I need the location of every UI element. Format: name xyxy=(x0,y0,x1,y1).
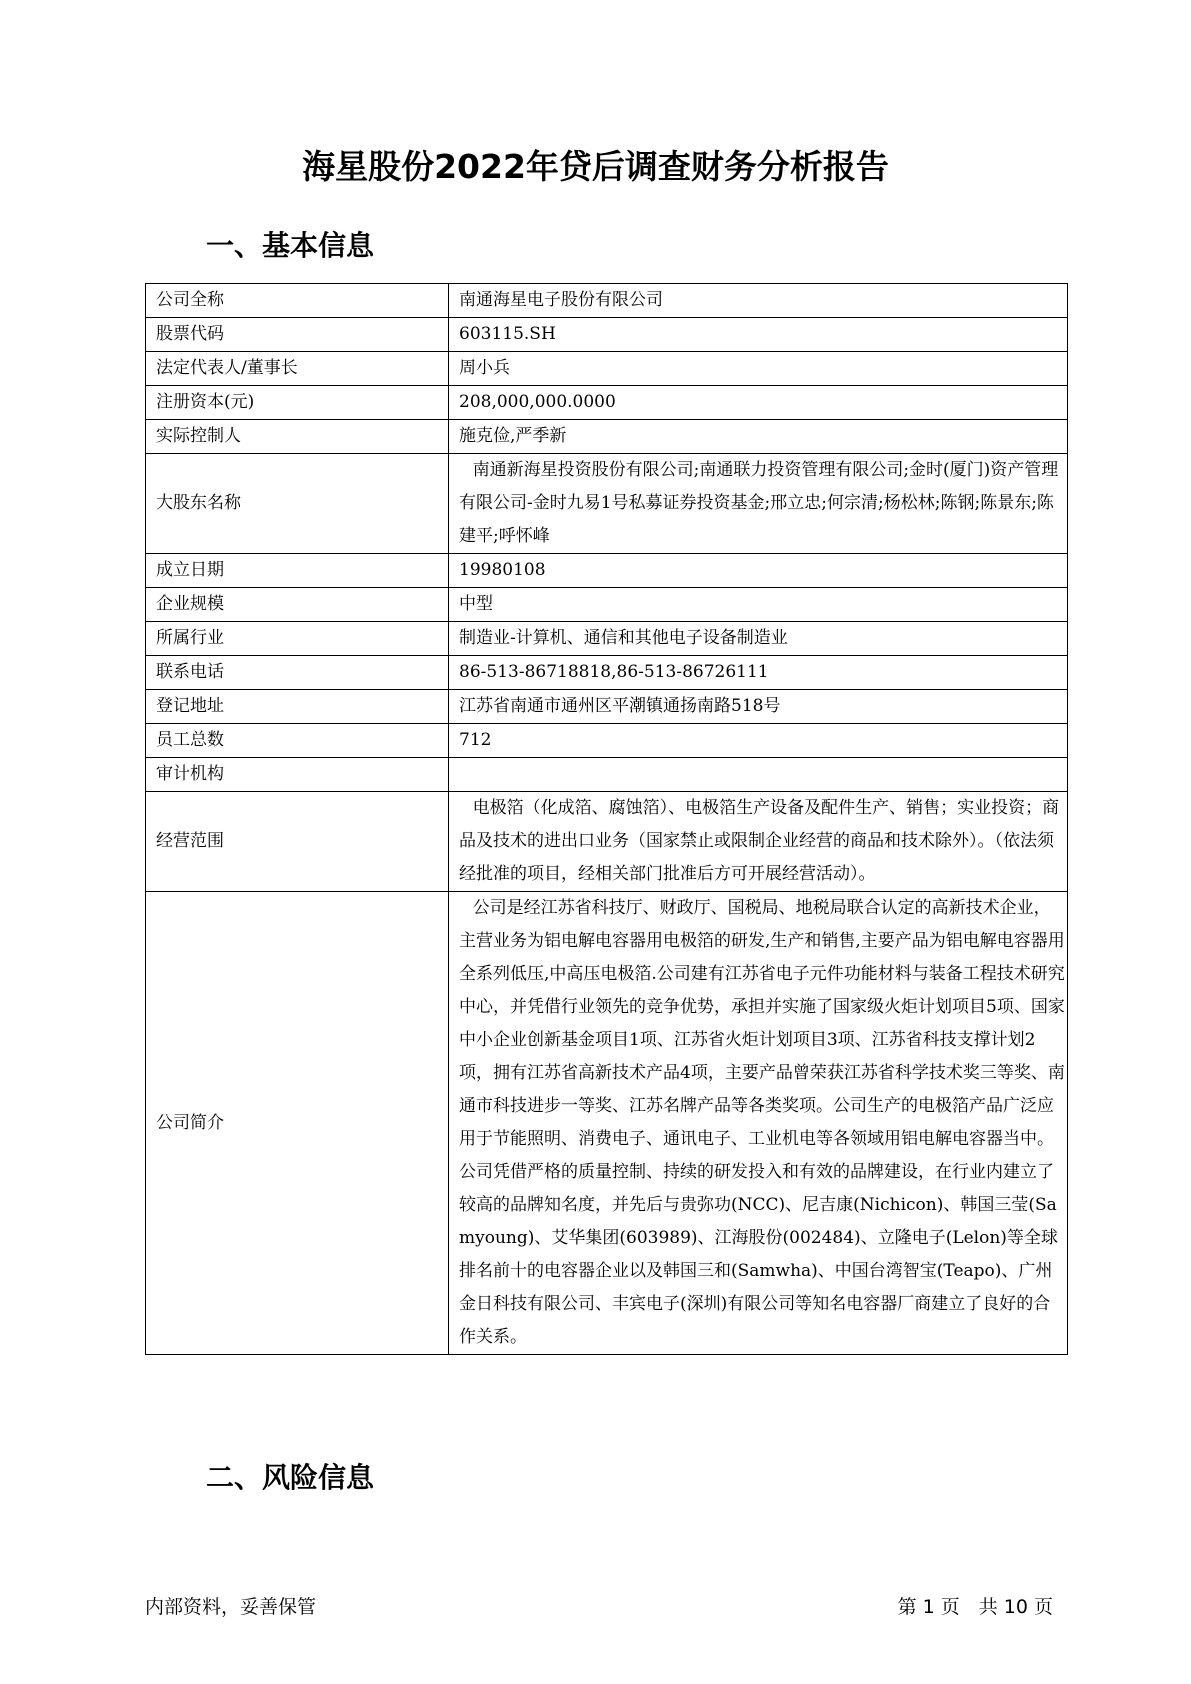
row-value xyxy=(449,758,1068,792)
row-label: 员工总数 xyxy=(146,724,449,758)
table-row xyxy=(146,454,1068,554)
row-label: 审计机构 xyxy=(146,758,449,792)
row-value: 中型 xyxy=(449,588,1068,622)
table-row xyxy=(146,758,1068,792)
row-label: 公司简介 xyxy=(146,892,449,1355)
row-label: 联系电话 xyxy=(146,656,449,690)
row-label: 登记地址 xyxy=(146,690,449,724)
table-row xyxy=(146,318,1068,352)
row-value: 公司是经江苏省科技厅、财政厅、国税局、地税局联合认定的高新技术企业，主营业务为铝电解电容器用电极箔的研发,生产和销售,主要产品为铝电解电容器用全系列低压,中高压电极箔.公司建有江苏省电子元件功能材料与装备工程技术研究中心，并凭借行业领先的竞争优势，承担并实施了国家级火炬计划项目5项、国家中小企业创新基金项目1项、江苏省火炬计划项目3项、江苏省科技支撑计划2项，拥有江苏省高新技术产品4项，主要产品曾荣获江苏省科学技术奖三等奖、南通市科技进步一等奖、江苏名牌产品等各类奖项。公司生产的电极箔产品广泛应用于节能照明、消费电子、通讯电子、工业机电等各领域用铝电解电容器当中。公司凭借严格的质量控制、持续的研发投入和有效的品牌建设，在行业内建立了较高的品牌知名度，并先后与贵弥功(NCC)、尼吉康(Nichicon)、韩国三莹(Samyoung)、艾华集团(603989)、江海股份(002484)、立隆电子(Lelon)等全球排名前十的电容器企业以及韩国三和(Samwha)、中国台湾智宝(Teapo)、广州金日科技有限公司、丰宾电子(深圳)有限公司等知名电容器厂商建立了良好的合作关系。 xyxy=(449,892,1068,1355)
row-value: 208,000,000.0000 xyxy=(449,386,1068,420)
footer-confidential-note: 内部资料，妥善保管 xyxy=(145,1596,317,1618)
row-value: 电极箔（化成箔、腐蚀箔）、电极箔生产设备及配件生产、销售；实业投资；商品及技术的进出口业务（国家禁止或限制企业经营的商品和技术除外）。（依法须经批准的项目，经相关部门批准后方可开展经营活动）。 xyxy=(449,792,1068,892)
table-row xyxy=(146,420,1068,454)
row-value: 86-513-86718818,86-513-86726111 xyxy=(449,656,1068,690)
row-label: 经营范围 xyxy=(146,792,449,892)
row-label: 法定代表人/董事长 xyxy=(146,352,449,386)
row-value: 施克俭,严季新 xyxy=(449,420,1068,454)
row-value: 南通海星电子股份有限公司 xyxy=(449,284,1068,318)
row-label: 公司全称 xyxy=(146,284,449,318)
report-title: 海星股份2022年贷后调查财务分析报告 xyxy=(302,147,889,186)
table-row xyxy=(146,622,1068,656)
row-label: 股票代码 xyxy=(146,318,449,352)
table-row xyxy=(146,554,1068,588)
table-row xyxy=(146,656,1068,690)
row-label: 成立日期 xyxy=(146,554,449,588)
table-row xyxy=(146,352,1068,386)
table-row xyxy=(146,690,1068,724)
row-value: 南通新海星投资股份有限公司;南通联力投资管理有限公司;金时(厦门)资产管理有限公司-金时九易1号私募证券投资基金;邢立忠;何宗清;杨松林;陈钢;陈景东;陈建平;呼怀峰 xyxy=(449,454,1068,554)
table-row xyxy=(146,284,1068,318)
table-row xyxy=(146,892,1068,1355)
row-label: 实际控制人 xyxy=(146,420,449,454)
footer-page-number: 第 1 页 共 10 页 xyxy=(897,1596,1053,1618)
row-label: 注册资本(元) xyxy=(146,386,449,420)
table-row xyxy=(146,386,1068,420)
row-label: 大股东名称 xyxy=(146,454,449,554)
row-value: 603115.SH xyxy=(449,318,1068,352)
row-label: 企业规模 xyxy=(146,588,449,622)
table-row xyxy=(146,588,1068,622)
row-value: 江苏省南通市通州区平潮镇通扬南路518号 xyxy=(449,690,1068,724)
row-value: 周小兵 xyxy=(449,352,1068,386)
table-row xyxy=(146,724,1068,758)
row-value: 19980108 xyxy=(449,554,1068,588)
section-heading-basic-info: 一、基本信息 xyxy=(206,229,375,262)
row-value: 712 xyxy=(449,724,1068,758)
section-heading-risk-info: 二、风险信息 xyxy=(206,1461,375,1494)
row-value: 制造业-计算机、通信和其他电子设备制造业 xyxy=(449,622,1068,656)
row-label: 所属行业 xyxy=(146,622,449,656)
basic-info-table xyxy=(145,283,1068,1355)
table-row xyxy=(146,792,1068,892)
